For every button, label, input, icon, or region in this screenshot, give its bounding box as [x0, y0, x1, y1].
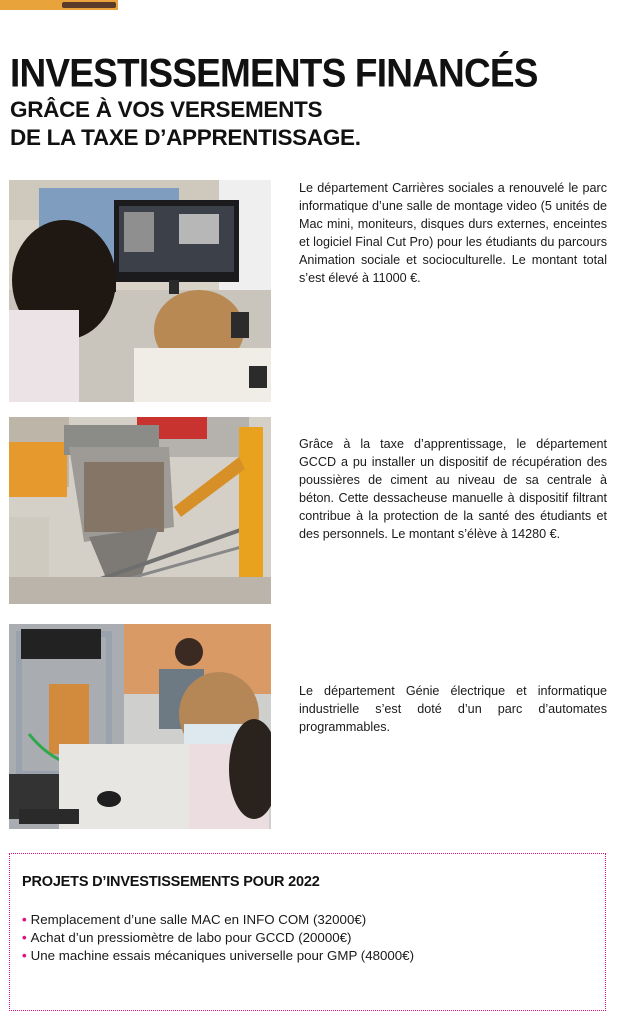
- project-item-1: Remplacement d’une salle MAC en INFO COM (32000€): [30, 912, 367, 927]
- students-at-computer-photo: [9, 180, 271, 402]
- project-item-3: Une machine essais mécaniques universelle pour GMP (48000€): [30, 948, 415, 963]
- project-item-2: Achat d’un pressiomètre de labo pour GCCD (20000€): [30, 930, 352, 945]
- subtitle-line-1: GRÂCE À VOS VERSEMENTS: [10, 97, 323, 122]
- bullet-icon: •: [22, 930, 27, 945]
- projects-box: [9, 853, 606, 1011]
- projects-list: [22, 911, 414, 965]
- students-with-programmable-automatons-photo: [9, 624, 271, 829]
- bullet-icon: •: [22, 948, 27, 963]
- section-1-text: Le département Carrières sociales a renouvelé le parc informatique d’une salle de montage video (5 unités de Mac mini, moniteurs, disques durs externes, enceintes et logiciel Final Cut Pro) pour les étudiants du parcours Animation sociale et socioculturelle. Le montant total s’est élevé à 11000 €.: [299, 181, 607, 285]
- page-subtitle: [10, 96, 610, 152]
- projects-title: PROJETS D’INVESTISSEMENTS POUR 2022: [22, 874, 320, 890]
- dust-collector-machine-photo: [9, 417, 271, 604]
- list-item: [22, 929, 414, 947]
- section-3-text: Le département Génie électrique et informatique industrielle s’est doté d’un parc d’automates programmables.: [299, 684, 607, 734]
- page-title: INVESTISSEMENTS FINANCÉS: [10, 51, 538, 96]
- top-decoration-strip: [0, 0, 130, 14]
- list-item: [22, 911, 414, 929]
- dark-bar: [62, 2, 116, 8]
- bullet-icon: •: [22, 912, 27, 927]
- subtitle-line-2: DE LA TAXE D’APPRENTISSAGE.: [10, 125, 361, 150]
- list-item: [22, 947, 414, 965]
- section-2-text: Grâce à la taxe d’apprentissage, le département GCCD a pu installer un dispositif de récupération des poussières de ciment au niveau de sa centrale à béton. Cette dessacheuse manuelle à dispositif filtrant contribue à la protection de la santé des étudiants et des personnels. Le montant s’élève à 14280 €.: [299, 437, 607, 541]
